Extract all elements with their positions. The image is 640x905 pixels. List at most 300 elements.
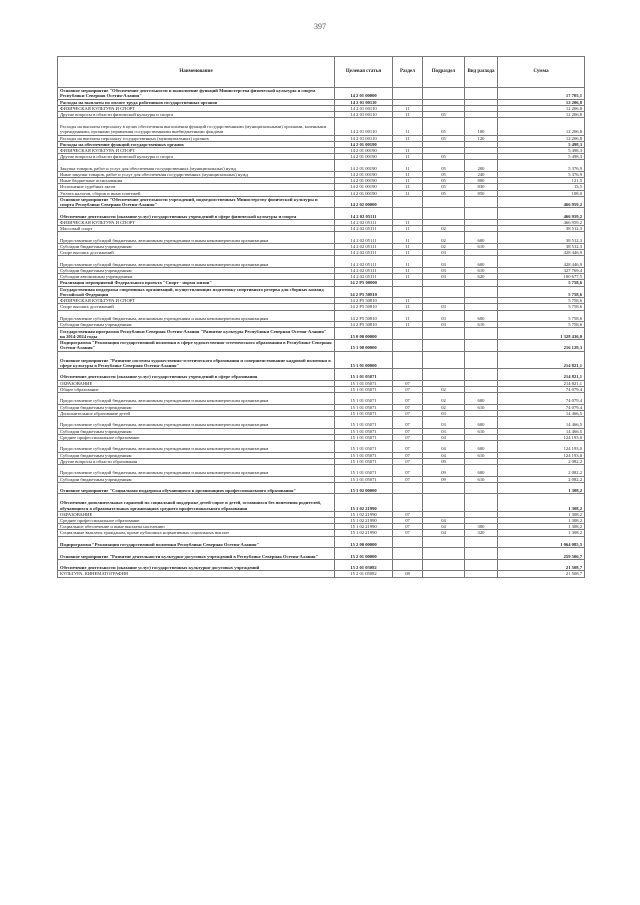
target-article-cell: 15 1 01 05071 (335, 428, 393, 434)
amount-cell: 214 821,1 (498, 368, 585, 380)
expense-type-cell: 600 (465, 392, 498, 404)
section-cell (393, 340, 423, 352)
amount-cell: 1 328 436,0 (498, 328, 585, 340)
table-row (58, 88, 585, 100)
section-cell: 07 (393, 464, 423, 476)
expense-type-cell (465, 351, 498, 368)
subsection-cell: 05 (423, 154, 465, 160)
name-cell: Основное мероприятие "Обеспечение деятельности и выполнение функций Министерства физической культуры и спорта Республики Северная Осетия-Алания" (58, 88, 335, 100)
target-article-cell: 15 1 01 05071 (335, 416, 393, 428)
amount-cell: 5 498,3 (498, 148, 585, 154)
target-article-cell: 14 2 01 00110 (335, 105, 393, 111)
target-article-cell: 14 2 02 05111 (335, 244, 393, 250)
name-cell: Реализация мероприятий Федерального проекта "Спорт - норма жизни" (58, 280, 335, 286)
subsection-cell: 03 (423, 268, 465, 274)
name-cell: Расходы на обеспечение функций государственных органов (58, 141, 335, 147)
expense-type-cell: 600 (465, 464, 498, 476)
name-cell: Общее образование (58, 386, 335, 392)
target-article-cell: 15 1 00 00000 (335, 340, 393, 352)
section-cell: 07 (393, 452, 423, 458)
name-cell: Государственная программа Республики Северная Осетия-Алания "Развитие культуры Республики Северная Осетия-Алания" на 2014-2024 годы (58, 328, 335, 340)
section-cell: 11 (393, 118, 423, 135)
table-row (58, 196, 585, 208)
target-article-cell: 14 2 01 00190 (335, 160, 393, 172)
section-cell: 07 (393, 517, 423, 523)
subsection-cell: 03 (423, 256, 465, 268)
amount-cell: 124 193,0 (498, 434, 585, 440)
name-cell: Иные закупки товаров, работ и услуг для обеспечения государственных (муниципальных) нужд (58, 172, 335, 178)
target-article-cell: 15 1 01 05071 (335, 458, 393, 464)
target-article-cell: 14 2 P5 50810 (335, 298, 393, 304)
name-cell: Основное мероприятие "Развитие системы художественно-эстетического образования и совершенствование кадровой политики в сфере культуры в Республике Северная Осетия-Алания" (58, 351, 335, 368)
section-cell: 07 (393, 530, 423, 536)
subsection-cell: 04 (423, 452, 465, 458)
amount-cell: 74 079,4 (498, 392, 585, 404)
expense-type-cell: 240 (465, 172, 498, 178)
section-cell (393, 88, 423, 100)
amount-cell: 5 758,6 (498, 310, 585, 322)
section-cell: 11 (393, 304, 423, 310)
page-number: 397 (314, 22, 326, 31)
subsection-cell: 02 (423, 232, 465, 244)
name-cell: Другие вопросы в области физической культуры и спорта (58, 112, 335, 118)
section-cell (393, 494, 423, 511)
target-article-cell: 14 2 01 00110 (335, 135, 393, 141)
subsection-cell: 03 (423, 416, 465, 428)
section-cell: 11 (393, 268, 423, 274)
expense-type-cell (465, 536, 498, 548)
name-cell: Субсидии бюджетным учреждениям (58, 452, 335, 458)
target-article-cell: 14 2 02 00000 (335, 196, 393, 208)
subsection-cell (423, 196, 465, 208)
amount-cell: 1 308,2 (498, 494, 585, 511)
target-article-cell: 14 2 01 00110 (335, 112, 393, 118)
table-row (58, 328, 585, 340)
amount-cell: 466 959,2 (498, 220, 585, 226)
name-cell: Социальное обеспечение и иные выплаты населению (58, 524, 335, 530)
name-cell: ФИЗИЧЕСКАЯ КУЛЬТУРА И СПОРТ (58, 148, 335, 154)
amount-cell: 38 512,3 (498, 244, 585, 250)
expense-type-cell: 120 (465, 135, 498, 141)
subsection-cell (423, 88, 465, 100)
section-cell: 11 (393, 226, 423, 232)
subsection-cell (423, 559, 465, 571)
budget-table (57, 56, 585, 578)
name-cell: Предоставление субсидий бюджетным, автономным учреждениям и иным некоммерческим организациям (58, 416, 335, 428)
subsection-cell (423, 286, 465, 298)
subsection-cell: 04 (423, 440, 465, 452)
table-row (58, 351, 585, 368)
name-cell: Субсидии бюджетным учреждениям (58, 244, 335, 250)
name-cell: Предоставление субсидий бюджетным, автономным учреждениям и иным некоммерческим организациям (58, 392, 335, 404)
amount-cell: 74 079,4 (498, 386, 585, 392)
amount-cell: 1 064 085,5 (498, 536, 585, 548)
subsection-cell: 03 (423, 428, 465, 434)
table-row (58, 571, 585, 577)
subsection-cell: 05 (423, 118, 465, 135)
table-row (58, 464, 585, 476)
name-cell: Спорт высших достижений (58, 304, 335, 310)
section-cell: 11 (393, 154, 423, 160)
amount-cell: 38 512,3 (498, 226, 585, 232)
section-cell: 11 (393, 148, 423, 154)
name-cell: Субсидии бюджетным учреждениям (58, 404, 335, 410)
section-cell: 11 (393, 172, 423, 178)
table-row (58, 232, 585, 244)
subsection-cell: 09 (423, 458, 465, 464)
header-section: Раздел (393, 57, 423, 88)
name-cell: Среднее профессиональное образование (58, 517, 335, 523)
amount-cell: 124 193,0 (498, 440, 585, 452)
expense-type-cell: 600 (465, 440, 498, 452)
expense-type-cell: 300 (465, 524, 498, 530)
amount-cell: 428 446,9 (498, 250, 585, 256)
subsection-cell: 05 (423, 135, 465, 141)
table-row (58, 286, 585, 298)
section-cell (393, 548, 423, 560)
target-article-cell: 14 2 P5 00000 (335, 280, 393, 286)
amount-cell: 5 758,6 (498, 286, 585, 298)
name-cell: КУЛЬТУРА, КИНЕМАТОГРАФИЯ (58, 571, 335, 577)
expense-type-cell (465, 482, 498, 494)
name-cell: Расходы на выплаты по оплате труда работников государственных органов (58, 99, 335, 105)
section-cell: 11 (393, 232, 423, 244)
table-row (58, 256, 585, 268)
target-article-cell: 15 2 00 00000 (335, 536, 393, 548)
amount-cell: 1 308,2 (498, 524, 585, 530)
section-cell: 07 (393, 416, 423, 428)
table-row (58, 392, 585, 404)
name-cell: Другие вопросы в области образования (58, 458, 335, 464)
name-cell: ФИЗИЧЕСКАЯ КУЛЬТУРА И СПОРТ (58, 298, 335, 304)
target-article-cell: 14 2 P5 50810 (335, 286, 393, 298)
amount-cell: 12 206,8 (498, 99, 585, 105)
section-cell: 11 (393, 190, 423, 196)
name-cell: Субсидии бюджетным учреждениям (58, 268, 335, 274)
section-cell: 11 (393, 178, 423, 184)
name-cell: Расходы на выплаты персоналу государственных (муниципальных) органов (58, 135, 335, 141)
amount-cell: 259 506,7 (498, 548, 585, 560)
section-cell: 11 (393, 220, 423, 226)
name-cell: Государственная поддержка спортивных организаций, осуществляющих подготовку спортивного резерва для сборных команд Российской Федерации (58, 286, 335, 298)
expense-type-cell (465, 368, 498, 380)
expense-type-cell: 610 (465, 322, 498, 328)
target-article-cell: 15 1 01 05071 (335, 434, 393, 440)
table-row (58, 118, 585, 135)
section-cell (393, 351, 423, 368)
amount-cell: 214 821,1 (498, 351, 585, 368)
table-row (58, 536, 585, 548)
subsection-cell: 03 (423, 304, 465, 310)
subsection-cell (423, 548, 465, 560)
target-article-cell: 15 1 02 21990 (335, 530, 393, 536)
subsection-cell: 05 (423, 184, 465, 190)
expense-type-cell: 830 (465, 184, 498, 190)
target-article-cell: 15 1 02 21990 (335, 511, 393, 517)
header-amount: Сумма (498, 57, 585, 88)
section-cell: 07 (393, 476, 423, 482)
expense-type-cell: 600 (465, 416, 498, 428)
target-article-cell: 14 2 01 00190 (335, 154, 393, 160)
table-row (58, 548, 585, 560)
section-cell: 11 (393, 310, 423, 322)
target-article-cell: 14 2 02 05111 (335, 208, 393, 220)
section-cell: 11 (393, 184, 423, 190)
expense-type-cell: 610 (465, 428, 498, 434)
target-article-cell: 14 2 02 05111 (335, 256, 393, 268)
section-cell (393, 482, 423, 494)
amount-cell: 21 508,7 (498, 559, 585, 571)
target-article-cell: 15 2 01 05082 (335, 571, 393, 577)
amount-cell: 327 769,4 (498, 268, 585, 274)
subsection-cell (423, 351, 465, 368)
name-cell: Массовый спорт (58, 226, 335, 232)
expense-type-cell (465, 196, 498, 208)
section-cell (393, 368, 423, 380)
target-article-cell: 15 1 01 05071 (335, 404, 393, 410)
section-cell: 11 (393, 135, 423, 141)
amount-cell: 14 466,5 (498, 428, 585, 434)
name-cell: Иные бюджетные ассигнования (58, 178, 335, 184)
amount-cell: 124 193,0 (498, 452, 585, 458)
expense-type-cell (465, 494, 498, 511)
name-cell: Субсидии автономным учреждениям (58, 274, 335, 280)
target-article-cell: 14 2 P5 50810 (335, 322, 393, 328)
expense-type-cell: 600 (465, 310, 498, 322)
table-row (58, 310, 585, 322)
section-cell: 07 (393, 380, 423, 386)
subsection-cell (423, 571, 465, 577)
header-name: Наименование (58, 57, 335, 88)
table-row (58, 368, 585, 380)
section-cell: 11 (393, 105, 423, 111)
name-cell: Закупка товаров, работ и услуг для обеспечения государственных (муниципальных) нужд (58, 160, 335, 172)
amount-cell: 5 758,6 (498, 298, 585, 304)
section-cell (393, 559, 423, 571)
section-cell: 08 (393, 571, 423, 577)
expense-type-cell (465, 88, 498, 100)
amount-cell: 1 308,2 (498, 517, 585, 523)
target-article-cell: 14 2 02 05111 (335, 268, 393, 274)
section-cell: 07 (393, 458, 423, 464)
name-cell: Обеспечение деятельности (оказание услуг) государственных культурно-досуговых учреждений (58, 559, 335, 571)
amount-cell: 1 308,2 (498, 530, 585, 536)
name-cell: Предоставление субсидий бюджетным, автономным учреждениям и иным некоммерческим организациям (58, 310, 335, 322)
name-cell: Основное мероприятие "Обеспечение деятельности учреждений, подведомственных Министерству физической культуры и спорта Республики Северная Осетия-Алания" (58, 196, 335, 208)
subsection-cell: 03 (423, 274, 465, 280)
expense-type-cell (465, 340, 498, 352)
section-cell: 07 (393, 511, 423, 517)
amount-cell: 12 206,8 (498, 135, 585, 141)
target-article-cell: 15 1 01 05071 (335, 452, 393, 458)
name-cell: Уплата налогов, сборов и иных платежей (58, 190, 335, 196)
subsection-cell: 05 (423, 190, 465, 196)
amount-cell: 5 498,3 (498, 141, 585, 147)
table-row (58, 416, 585, 428)
subsection-cell (423, 368, 465, 380)
name-cell: Основное мероприятие "Развитие деятельности культурно-досуговых учреждений в Республике Северная Осетия-Алания" (58, 548, 335, 560)
expense-type-cell: 610 (465, 268, 498, 274)
name-cell: Подпрограмма "Реализация государственной политики в сфере художественно-эстетического образования в Республике Северная Осетия-Алания" (58, 340, 335, 352)
section-cell: 07 (393, 524, 423, 530)
subsection-cell: 02 (423, 244, 465, 250)
name-cell: Основное мероприятие "Социальная поддержка обучающихся в организациях профессионального образования" (58, 482, 335, 494)
section-cell: 11 (393, 256, 423, 268)
amount-cell: 2 082,2 (498, 464, 585, 476)
name-cell: Предоставление субсидий бюджетным, автономным учреждениям и иным некоммерческим организациям (58, 256, 335, 268)
subsection-cell (423, 482, 465, 494)
table-header-row (58, 57, 585, 88)
section-cell: 07 (393, 386, 423, 392)
target-article-cell: 15 1 01 05071 (335, 440, 393, 452)
section-cell: 11 (393, 298, 423, 304)
amount-cell: 5 498,3 (498, 154, 585, 160)
table-row (58, 559, 585, 571)
section-cell: 07 (393, 410, 423, 416)
target-article-cell: 14 2 P5 50810 (335, 310, 393, 322)
amount-cell: 1 308,2 (498, 482, 585, 494)
subsection-cell: 05 (423, 160, 465, 172)
expense-type-cell: 610 (465, 476, 498, 482)
section-cell (393, 196, 423, 208)
section-cell: 07 (393, 404, 423, 410)
target-article-cell: 14 2 01 00190 (335, 148, 393, 154)
target-article-cell: 15 1 02 00000 (335, 482, 393, 494)
subsection-cell (423, 340, 465, 352)
amount-cell: 466 959,2 (498, 208, 585, 220)
expense-type-cell (465, 559, 498, 571)
target-article-cell: 15 1 02 21990 (335, 517, 393, 523)
target-article-cell: 15 0 00 00000 (335, 328, 393, 340)
name-cell: Субсидии бюджетным учреждениям (58, 428, 335, 434)
target-article-cell: 15 1 01 05071 (335, 380, 393, 386)
subsection-cell (423, 328, 465, 340)
subsection-cell: 03 (423, 410, 465, 416)
name-cell: Предоставление субсидий бюджетным, автономным учреждениям и иным некоммерческим организациям (58, 440, 335, 452)
target-article-cell: 14 2 02 05111 (335, 232, 393, 244)
section-cell: 11 (393, 160, 423, 172)
target-article-cell: 15 1 02 21990 (335, 524, 393, 530)
expense-type-cell: 600 (465, 232, 498, 244)
expense-type-cell: 610 (465, 404, 498, 410)
expense-type-cell: 610 (465, 244, 498, 250)
section-cell: 07 (393, 392, 423, 404)
name-cell: Предоставление субсидий бюджетным, автономным учреждениям и иным некоммерческим организациям (58, 232, 335, 244)
expense-type-cell: 200 (465, 160, 498, 172)
table-row (58, 494, 585, 511)
expense-type-cell: 320 (465, 530, 498, 536)
subsection-cell: 05 (423, 112, 465, 118)
section-cell: 11 (393, 244, 423, 250)
target-article-cell: 14 2 01 00110 (335, 118, 393, 135)
amount-cell: 5 758,6 (498, 280, 585, 286)
section-cell: 11 (393, 322, 423, 328)
amount-cell: 12 206,8 (498, 112, 585, 118)
name-cell: Субсидии бюджетным учреждениям (58, 476, 335, 482)
expense-type-cell: 100 (465, 118, 498, 135)
name-cell: Обеспечение деятельности (оказание услуг) государственных учреждений в сфере образования (58, 368, 335, 380)
target-article-cell: 15 1 01 05071 (335, 410, 393, 416)
amount-cell: 1 308,2 (498, 511, 585, 517)
target-article-cell: 15 2 01 00000 (335, 548, 393, 560)
target-article-cell: 14 2 02 05111 (335, 220, 393, 226)
name-cell: Расходы на выплаты персоналу в целях обеспечения выполнения функций государственными (муниципальными) органами, казенными учреждениями, органами управления государственными внебюджетными фондами (58, 118, 335, 135)
table-row (58, 160, 585, 172)
section-cell: 07 (393, 428, 423, 434)
expense-type-cell: 800 (465, 178, 498, 184)
table-row (58, 440, 585, 452)
section-cell (393, 328, 423, 340)
target-article-cell: 14 2 01 00190 (335, 190, 393, 196)
subsection-cell: 04 (423, 517, 465, 523)
section-cell: 07 (393, 434, 423, 440)
amount-cell: 5 376,9 (498, 160, 585, 172)
header-expense-type: Вид расхода (465, 57, 498, 88)
section-cell: 11 (393, 274, 423, 280)
name-cell: ОБРАЗОВАНИЕ (58, 380, 335, 386)
amount-cell: 74 079,4 (498, 404, 585, 410)
target-article-cell: 15 1 01 05071 (335, 476, 393, 482)
section-cell (393, 286, 423, 298)
target-article-cell: 14 2 01 00190 (335, 178, 393, 184)
table-row (58, 208, 585, 220)
target-article-cell: 14 2 01 00110 (335, 99, 393, 105)
subsection-cell: 04 (423, 434, 465, 440)
expense-type-cell: 600 (465, 256, 498, 268)
subsection-cell: 05 (423, 178, 465, 184)
section-cell (393, 536, 423, 548)
expense-type-cell (465, 328, 498, 340)
subsection-cell (423, 494, 465, 511)
name-cell: Среднее профессиональное образование (58, 434, 335, 440)
expense-type-cell: 620 (465, 274, 498, 280)
section-cell: 11 (393, 250, 423, 256)
subsection-cell: 04 (423, 524, 465, 530)
subsection-cell: 09 (423, 464, 465, 476)
expense-type-cell: 850 (465, 190, 498, 196)
subsection-cell: 03 (423, 322, 465, 328)
amount-cell: 2 082,2 (498, 476, 585, 482)
table-row (58, 482, 585, 494)
amount-cell: 5 376,9 (498, 172, 585, 178)
target-article-cell: 15 2 01 05082 (335, 559, 393, 571)
subsection-cell: 05 (423, 172, 465, 178)
amount-cell: 2 082,2 (498, 458, 585, 464)
amount-cell: 13,5 (498, 184, 585, 190)
subsection-cell: 02 (423, 386, 465, 392)
target-article-cell: 15 1 01 05071 (335, 386, 393, 392)
amount-cell: 38 512,3 (498, 232, 585, 244)
subsection-cell: 03 (423, 250, 465, 256)
target-article-cell: 14 2 01 00190 (335, 184, 393, 190)
subsection-cell: 09 (423, 476, 465, 482)
name-cell: Спорт высших достижений (58, 250, 335, 256)
amount-cell: 21 508,7 (498, 571, 585, 577)
header-target-article: Целевая статья (335, 57, 393, 88)
header-subsection: Подраздел (423, 57, 465, 88)
amount-cell: 428 446,9 (498, 256, 585, 268)
target-article-cell: 14 2 01 00000 (335, 88, 393, 100)
amount-cell: 100 677,5 (498, 274, 585, 280)
expense-type-cell: 610 (465, 452, 498, 458)
subsection-cell: 02 (423, 226, 465, 232)
target-article-cell: 15 1 02 21990 (335, 494, 393, 511)
name-cell: Обеспечение деятельности (оказание услуг) государственных учреждений в сфере физической культуры и спорта (58, 208, 335, 220)
target-article-cell: 14 2 P5 50810 (335, 304, 393, 310)
expense-type-cell (465, 208, 498, 220)
target-article-cell: 14 2 01 00190 (335, 141, 393, 147)
name-cell: ФИЗИЧЕСКАЯ КУЛЬТУРА И СПОРТ (58, 220, 335, 226)
